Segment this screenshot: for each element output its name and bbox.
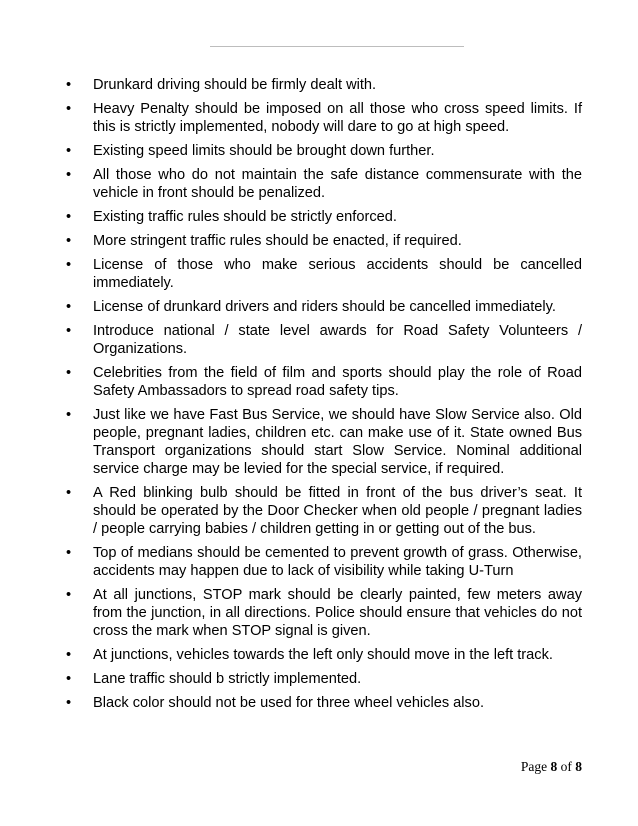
list-item-text: A Red blinking bulb should be fitted in front of the bus driver’s seat. It should be operated by the Door Checker when old people / pregnant ladies / people carrying babies / children getting in or getting out of the bus.: [93, 485, 582, 537]
list-item: [64, 694, 582, 712]
bullet-icon: •: [66, 485, 72, 501]
list-item: [64, 586, 582, 640]
page-footer: [521, 759, 582, 775]
list-item-text: Top of medians should be cemented to prevent growth of grass. Otherwise, accidents may happen due to lack of visibility while taking U-Turn: [93, 545, 582, 579]
list-item: [64, 256, 582, 292]
bullet-icon: •: [66, 101, 72, 117]
bullet-list: [64, 76, 582, 718]
list-item-text: License of drunkard drivers and riders should be cancelled immediately.: [93, 299, 556, 315]
page-word: Page: [520, 759, 548, 774]
list-item: [64, 208, 582, 226]
header-rule: [210, 46, 464, 47]
list-item: [64, 76, 582, 94]
list-item: [64, 670, 582, 688]
list-item-text: Celebrities from the field of film and sports should play the role of Road Safety Ambassadors to spread road safety tips.: [93, 365, 582, 399]
bullet-icon: •: [66, 695, 72, 711]
current-page-number: 8: [550, 759, 558, 774]
bullet-icon: •: [66, 233, 72, 249]
list-item: [64, 142, 582, 160]
bullet-icon: •: [66, 323, 72, 339]
list-item-text: At all junctions, STOP mark should be clearly painted, few meters away from the junction, in all directions. Police should ensure that vehicles do not cross the mark when STOP signal is given.: [93, 587, 582, 639]
list-item-text: More stringent traffic rules should be enacted, if required.: [93, 233, 462, 249]
bullet-icon: •: [66, 167, 72, 183]
list-item: [64, 166, 582, 202]
list-item: [64, 544, 582, 580]
list-item-text: Just like we have Fast Bus Service, we should have Slow Service also. Old people, pregnant ladies, children etc. can make use of it. State owned Bus Transport organizations should start Slow Service. Nominal additional service charge may be levied for the special service, if required.: [93, 407, 582, 477]
list-item: [64, 232, 582, 250]
list-item-text: License of those who make serious accidents should be cancelled immediately.: [93, 257, 582, 291]
bullet-icon: •: [66, 587, 72, 603]
bullet-icon: •: [66, 299, 72, 315]
bullet-icon: •: [66, 671, 72, 687]
bullet-icon: •: [66, 77, 72, 93]
list-item-text: Drunkard driving should be firmly dealt with.: [93, 77, 377, 93]
bullet-icon: •: [66, 365, 72, 381]
bullet-icon: •: [66, 257, 72, 273]
bullet-icon: •: [66, 647, 72, 663]
of-word: of: [560, 759, 572, 774]
list-item-text: Existing traffic rules should be strictly enforced.: [93, 209, 397, 225]
list-item-text: Heavy Penalty should be imposed on all those who cross speed limits. If this is strictly implemented, nobody will dare to go at high speed.: [93, 101, 582, 135]
list-item: [64, 322, 582, 358]
list-item: [64, 646, 582, 664]
list-item: [64, 100, 582, 136]
bullet-icon: •: [66, 209, 72, 225]
bullet-icon: •: [66, 407, 72, 423]
total-pages-number: 8: [575, 759, 582, 774]
list-item: [64, 406, 582, 478]
list-item-text: At junctions, vehicles towards the left only should move in the left track.: [93, 647, 553, 663]
list-item-text: All those who do not maintain the safe distance commensurate with the vehicle in front should be penalized.: [93, 167, 582, 201]
list-item: [64, 484, 582, 538]
list-item: [64, 364, 582, 400]
list-item-text: Introduce national / state level awards for Road Safety Volunteers / Organizations.: [93, 323, 582, 357]
bullet-icon: •: [66, 143, 72, 159]
bullet-icon: •: [66, 545, 72, 561]
list-item-text: Lane traffic should b strictly implemented.: [93, 671, 362, 687]
list-item-text: Black color should not be used for three wheel vehicles also.: [93, 695, 485, 711]
list-item: [64, 298, 582, 316]
list-item-text: Existing speed limits should be brought down further.: [93, 143, 435, 159]
